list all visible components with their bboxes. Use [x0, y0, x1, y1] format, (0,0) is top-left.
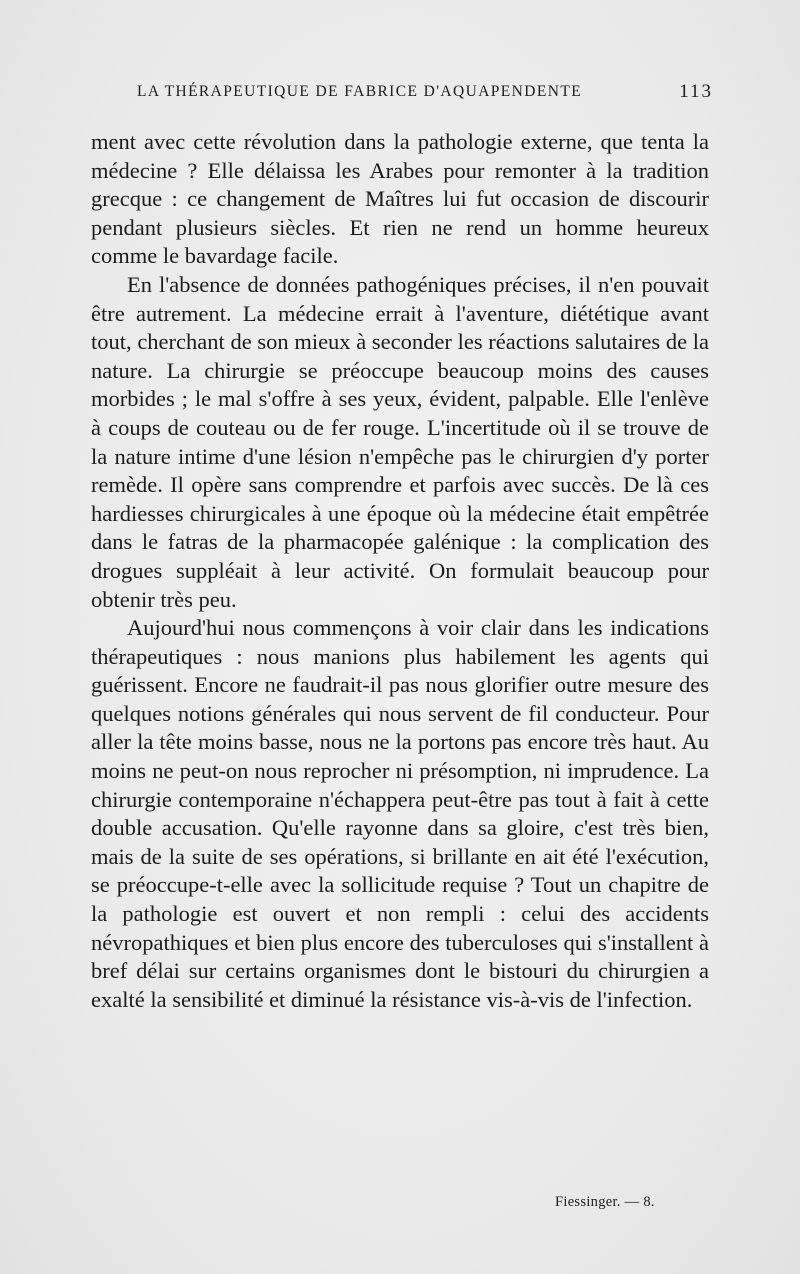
paragraph: Aujourd'hui nous commençons à voir clair dans les indications thérapeutiques : nous manions plus habilement les agents qui guérissent. Encore ne faudrait-il pas nous glorifier outre mesure des quelques notions générales qui nous servent de fil conducteur. Pour aller la tête moins basse, nous ne la portons pas encore très haut. Au moins ne peut-on nous reprocher ni présomption, ni imprudence. La chirurgie contemporaine n'échappera peut-être pas tout à fait à cette double accusation. Qu'elle rayonne dans sa gloire, c'est très bien, mais de la suite de ses opérations, si brillante en ait été l'exécution, se préoccupe-t-elle avec la sollicitude requise ? Tout un chapitre de la pathologie est ouvert et non rempli : celui des accidents névropathiques et bien plus encore des tuberculoses qui s'installent à bref délai sur certains organismes dont le bistouri du chirurgien a exalté la sensibilité et diminué la résistance vis-à-vis de l'infection. [91, 615, 709, 1012]
paragraph-continuation: ment avec cette révolution dans la pathologie externe, que tenta la médecine ? Elle délaissa les Arabes pour remonter à la tradition grecque : ce changement de Maîtres lui fut occasion de discourir pendant plusieurs siècles. Et rien ne rend un homme heureux comme le bavardage facile. [91, 129, 709, 269]
paragraph: En l'absence de données pathogéniques précises, il n'en pouvait être autrement. La médecine errait à l'aventure, diététique avant tout, cherchant de son mieux à seconder les réactions salutaires de la nature. La chirurgie se préoccupe beaucoup moins des causes morbides ; le mal s'offre à ses yeux, évident, palpable. Elle l'enlève à coups de couteau ou de fer rouge. L'incertitude où il se trouve de la nature intime d'une lésion n'empêche pas le chirurgien d'y porter remède. Il opère sans comprendre et parfois avec succès. De là ces hardiesses chirurgicales à une époque où la médecine était empêtrée dans le fatras de la pharmacopée galénique : la complication des drogues suppléait à leur activité. On formulait beaucoup pour obtenir très peu. [91, 271, 709, 612]
running-title: LA THÉRAPEUTIQUE DE FABRICE D'AQUAPENDENTE [137, 83, 583, 100]
running-head [137, 80, 713, 104]
signature-mark: Fiessinger. — 8. [555, 1194, 655, 1210]
page-number: 113 [679, 81, 713, 102]
body-text [91, 128, 709, 1014]
